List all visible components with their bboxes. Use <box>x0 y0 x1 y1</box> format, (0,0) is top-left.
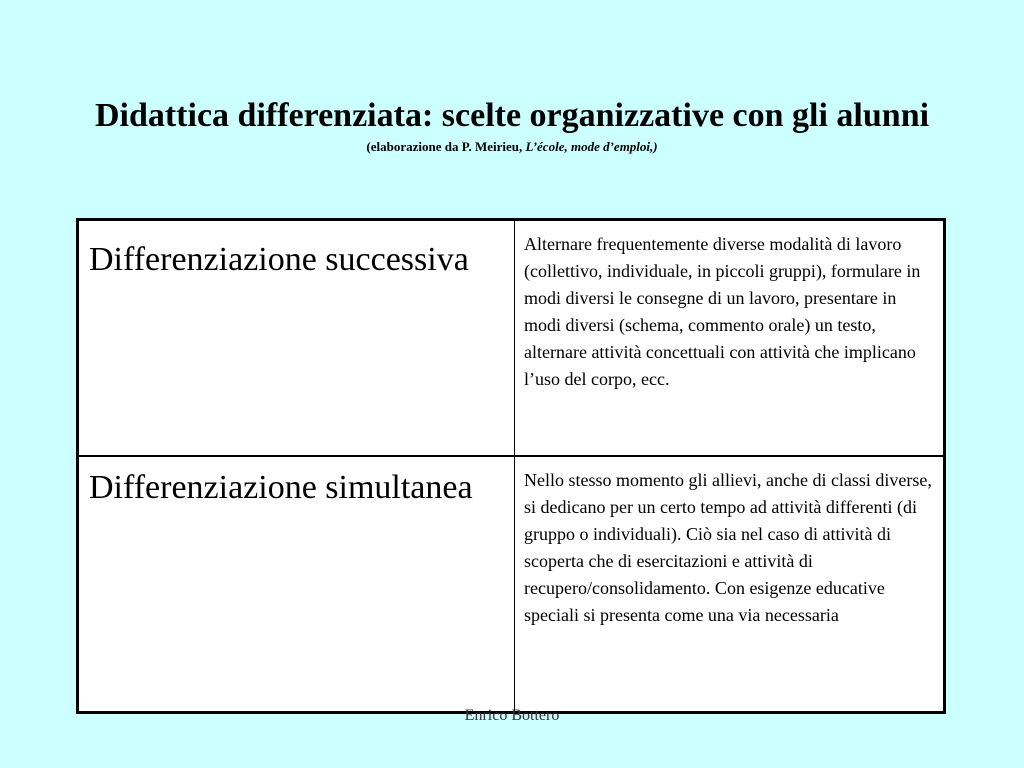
subtitle-prefix: (elaborazione da P. Meirieu, <box>366 139 526 154</box>
row-description: Alternare frequentemente diverse modalità di lavoro (collettivo, individuale, in piccoli gruppi), formulare in modi diversi le consegne di un lavoro, presentare in modi diversi (schema, commento orale) un testo, alternare attività concettuali con attività che implicano l’uso del corpo, ecc. <box>524 234 921 389</box>
row-description: Nello stesso momento gli allievi, anche di classi diverse, si dedicano per un certo tempo ad attività differenti (di gruppo o individuali). Ciò sia nel caso di attività di scoperta che di esercitazioni e attività di recupero/consolidamento. Con esigenze educative speciali si presenta come una via necessaria <box>524 470 932 625</box>
slide-title: Didattica differenziata: scelte organizzative con gli alunni <box>94 97 930 134</box>
subtitle-italic: L’école, mode d’emploi,) <box>525 139 658 154</box>
row-label: Differenziazione successiva <box>79 221 515 455</box>
row-label: Differenziazione simultanea <box>79 457 515 711</box>
slide-subtitle <box>60 138 964 156</box>
footer-author: Enrico Bottero <box>464 707 560 724</box>
comparison-table <box>76 218 946 714</box>
title-block <box>60 96 964 156</box>
table-row <box>79 457 943 711</box>
table-row <box>79 221 943 457</box>
